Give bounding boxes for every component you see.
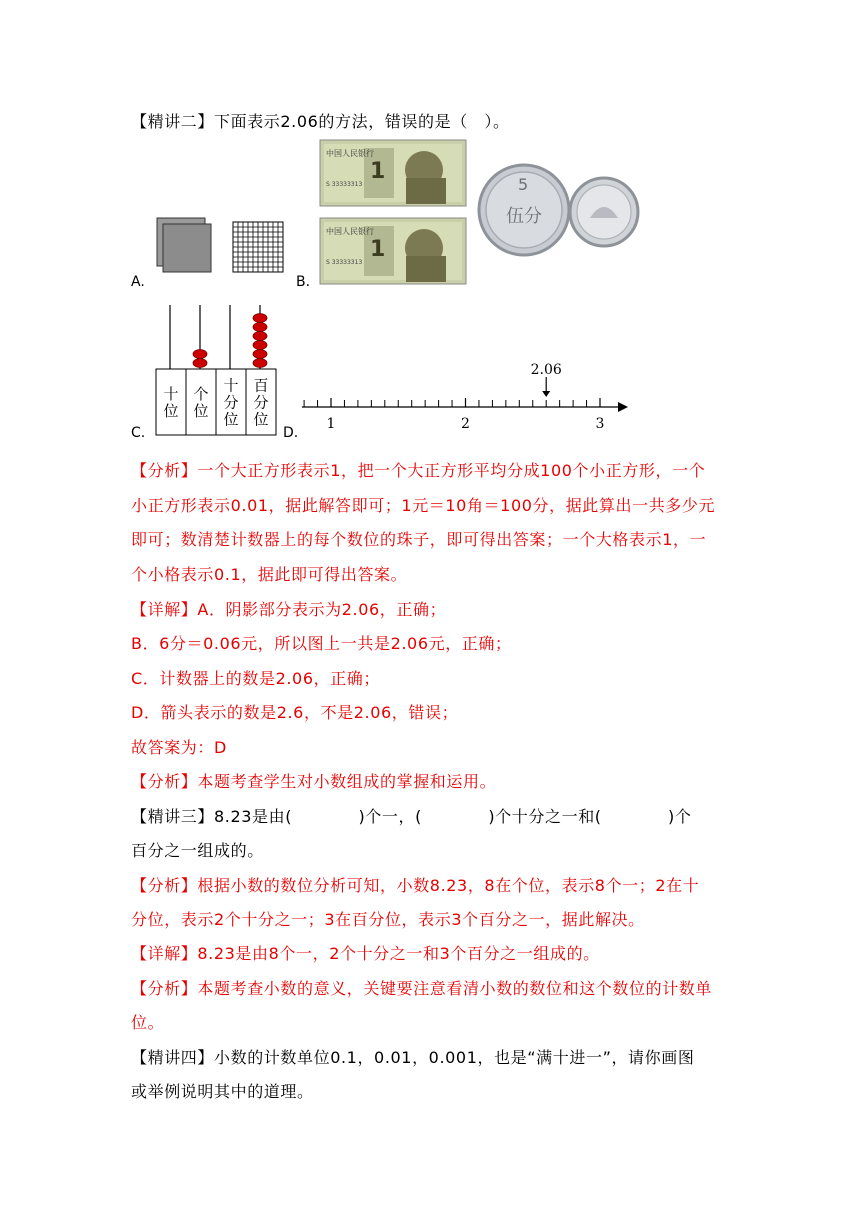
bill-value: 1 [370,237,386,262]
q4-line-1: 【精讲四】小数的计数单位0.1，0.01，0.001，也是“满十进一”，请你画图 [131,1048,695,1067]
option-d-label: D. [283,425,299,441]
abacus-bead [193,350,207,359]
counting-frame [155,305,285,435]
number-line-tick-label: 2 [461,416,470,432]
option-a-label: A. [131,274,145,290]
abacus-place-label: 分 [253,393,269,412]
coin-reverse-icon [570,178,638,246]
q2-comment: 【分析】本题考查学生对小数组成的掌握和运用。 [131,772,497,791]
q3-line-1: 【精讲三】8.23是由( )个一，( )个十分之一和( )个 [131,807,692,826]
abacus-place-label: 位 [163,402,179,420]
number-line-tick-label: 3 [595,416,605,432]
option-b-label: B. [296,274,311,290]
bill-text: 中国人民银行 [326,227,374,236]
number-line-arrowhead [618,402,628,412]
abacus-place-label: 十 [223,376,239,395]
abacus-place-label: 位 [253,410,269,429]
q4-line-2: 或举例说明其中的道理。 [131,1082,314,1101]
q2-title: 【精讲二】下面表示2.06的方法，错误的是（ ）。 [131,112,510,131]
abacus-bead [253,350,267,359]
pointer-label: 2.06 [530,362,562,378]
coin-text: 伍分 [506,206,542,227]
abacus-bead [253,314,267,323]
abacus-place-label: 个 [193,385,209,403]
one-yuan-bill-icon [320,140,466,206]
abacus-place-label: 十 [163,385,179,403]
bill-text: 中国人民银行 [326,149,374,158]
q2-analysis-line-4: 个小格表示0.1，据此即可得出答案。 [131,565,408,584]
option-b-figure [320,140,640,288]
abacus-place-label: 位 [193,402,209,420]
abacus-place-label: 位 [223,410,239,429]
pointer-arrowhead [542,391,550,397]
svg-text:S 33333313: S 33333313 [326,181,363,188]
q2-analysis-line-2: 小正方形表示0.01，据此解答即可；1元＝10角＝100分，据此算出一共多少元 [131,496,716,515]
q3-line-2: 百分之一组成的。 [131,841,264,860]
q2-analysis-line-3: 即可；数清楚计数器上的每个数位的珠子，即可得出答案；一个大格表示1，一 [131,530,707,549]
svg-text:S 33333313: S 33333313 [326,259,363,266]
q3-detail: 【详解】8.23是由8个一，2个十分之一和3个百分之一组成的。 [131,944,600,963]
bill-value: 1 [370,159,386,184]
number-line-tick-label: 1 [326,416,336,432]
number-line [300,360,630,435]
q2-detail-line-4: D．箭头表示的数是2.6，不是2.06，错误； [131,703,459,722]
q2-answer: 故答案为：D [131,738,227,757]
one-yuan-bill-icon [320,218,466,284]
abacus-bead [253,323,267,332]
abacus-place-label: 分 [223,393,239,412]
option-a-figure [155,218,275,276]
q3-comment-line-1: 【分析】本题考查小数的意义，关键要注意看清小数的数位和这个数位的计数单 [131,979,713,998]
q3-analysis-line-2: 分位，表示2个十分之一；3在百分位，表示3个百分之一，据此解决。 [131,910,645,929]
abacus-bead [253,341,267,350]
q3-comment-line-2: 位。 [131,1013,165,1032]
q2-detail-line-2: B．6分＝0.06元，所以图上一共是2.06元，正确； [131,634,512,653]
abacus-bead [253,359,267,368]
abacus-bead [193,359,207,368]
q3-analysis-line-1: 【分析】根据小数的数位分析可知，小数8.23，8在个位，表示8个一；2在十 [131,876,700,895]
q2-analysis-line-1: 【分析】一个大正方形表示1，把一个大正方形平均分成100个小正方形，一个 [131,461,706,480]
coin-value: 5 [518,175,529,194]
q2-detail-line-1: 【详解】A．阴影部分表示为2.06，正确； [131,600,447,619]
hundred-grid [233,222,283,272]
abacus-place-label: 百 [253,376,269,395]
abacus-bead [253,332,267,341]
five-fen-coin-icon [479,165,569,255]
q2-detail-line-3: C．计数器上的数是2.06，正确； [131,669,380,688]
option-c-label: C. [131,425,146,441]
